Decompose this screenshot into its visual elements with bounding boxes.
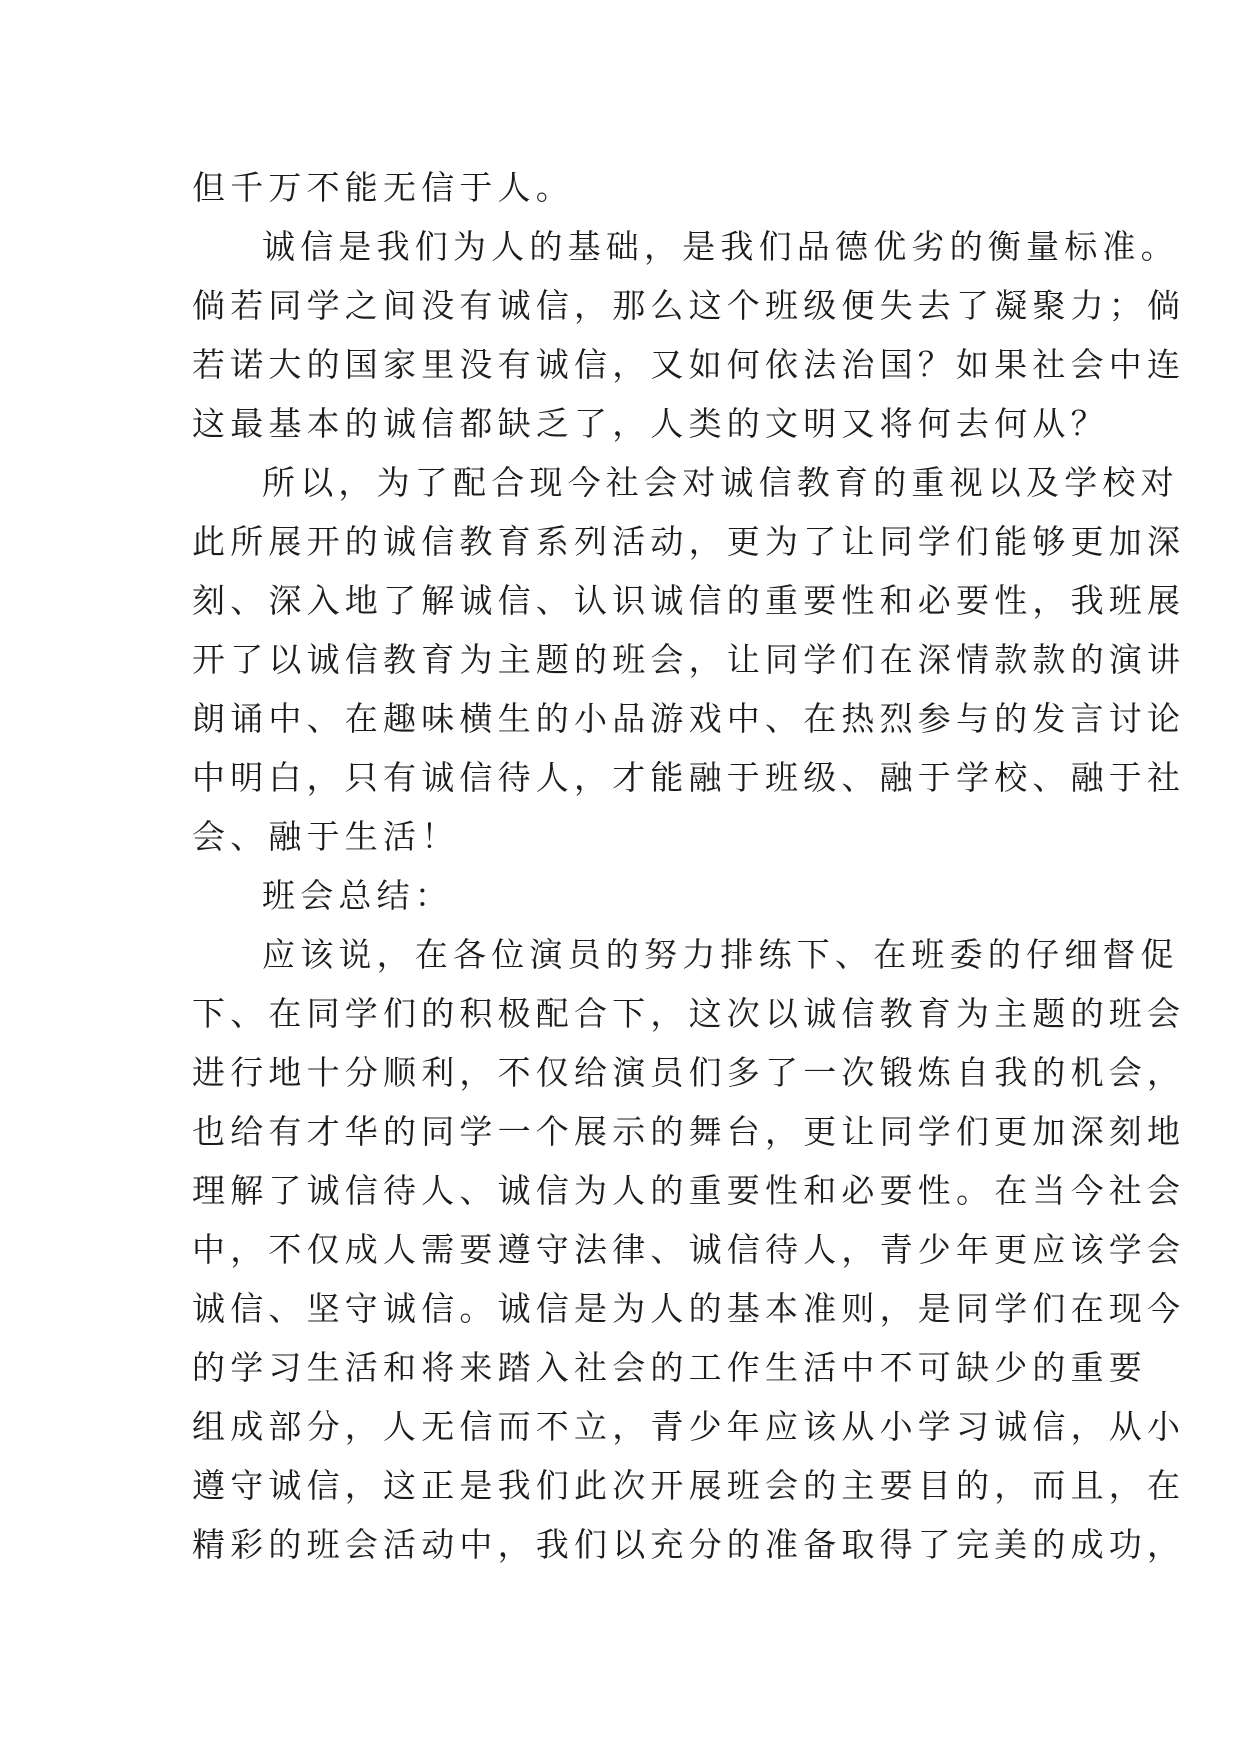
text-line: 若诺大的国家里没有诚信，又如何依法治国？如果社会中连 xyxy=(192,345,1186,384)
text-line: 此所展开的诚信教育系列活动，更为了让同学们能够更加深 xyxy=(192,522,1186,561)
text-line: 进行地十分顺利，不仅给演员们多了一次锻炼自我的机会， xyxy=(192,1053,1186,1092)
document-body xyxy=(192,158,1186,1574)
text-line: 的学习生活和将来踏入社会的工作生活中不可缺少的重要 xyxy=(192,1348,1147,1387)
text-line: 理解了诚信待人、诚信为人的重要性和必要性。在当今社会 xyxy=(192,1171,1186,1210)
text-line: 精彩的班会活动中，我们以充分的准备取得了完美的成功， xyxy=(192,1525,1186,1564)
text-line: 中，不仅成人需要遵守法律、诚信待人，青少年更应该学会 xyxy=(192,1230,1186,1269)
text-line: 这最基本的诚信都缺乏了，人类的文明又将何去何从？ xyxy=(192,404,1109,443)
text-line: 下、在同学们的积极配合下，这次以诚信教育为主题的班会 xyxy=(192,994,1186,1033)
paragraph-start-line: 诚信是我们为人的基础，是我们品德优劣的衡量标准。 xyxy=(262,227,1179,266)
paragraph-start-line: 所以，为了配合现今社会对诚信教育的重视以及学校对 xyxy=(262,463,1179,502)
section-heading: 班会总结： xyxy=(262,876,453,915)
text-line: 倘若同学之间没有诚信，那么这个班级便失去了凝聚力；倘 xyxy=(192,286,1186,325)
text-line: 但千万不能无信于人。 xyxy=(192,168,574,207)
paragraph-start-line: 应该说，在各位演员的努力排练下、在班委的仔细督促 xyxy=(262,935,1179,974)
text-line: 会、融于生活！ xyxy=(192,817,460,856)
text-line: 中明白，只有诚信待人，才能融于班级、融于学校、融于社 xyxy=(192,758,1186,797)
text-line: 也给有才华的同学一个展示的舞台，更让同学们更加深刻地 xyxy=(192,1112,1186,1151)
text-line: 遵守诚信，这正是我们此次开展班会的主要目的，而且，在 xyxy=(192,1466,1186,1505)
text-line: 诚信、坚守诚信。诚信是为人的基本准则，是同学们在现今 xyxy=(192,1289,1186,1328)
text-line: 朗诵中、在趣味横生的小品游戏中、在热烈参与的发言讨论 xyxy=(192,699,1186,738)
text-line: 刻、深入地了解诚信、认识诚信的重要性和必要性，我班展 xyxy=(192,581,1186,620)
text-line: 组成部分，人无信而不立，青少年应该从小学习诚信，从小 xyxy=(192,1407,1186,1446)
text-line: 开了以诚信教育为主题的班会，让同学们在深情款款的演讲 xyxy=(192,640,1186,679)
